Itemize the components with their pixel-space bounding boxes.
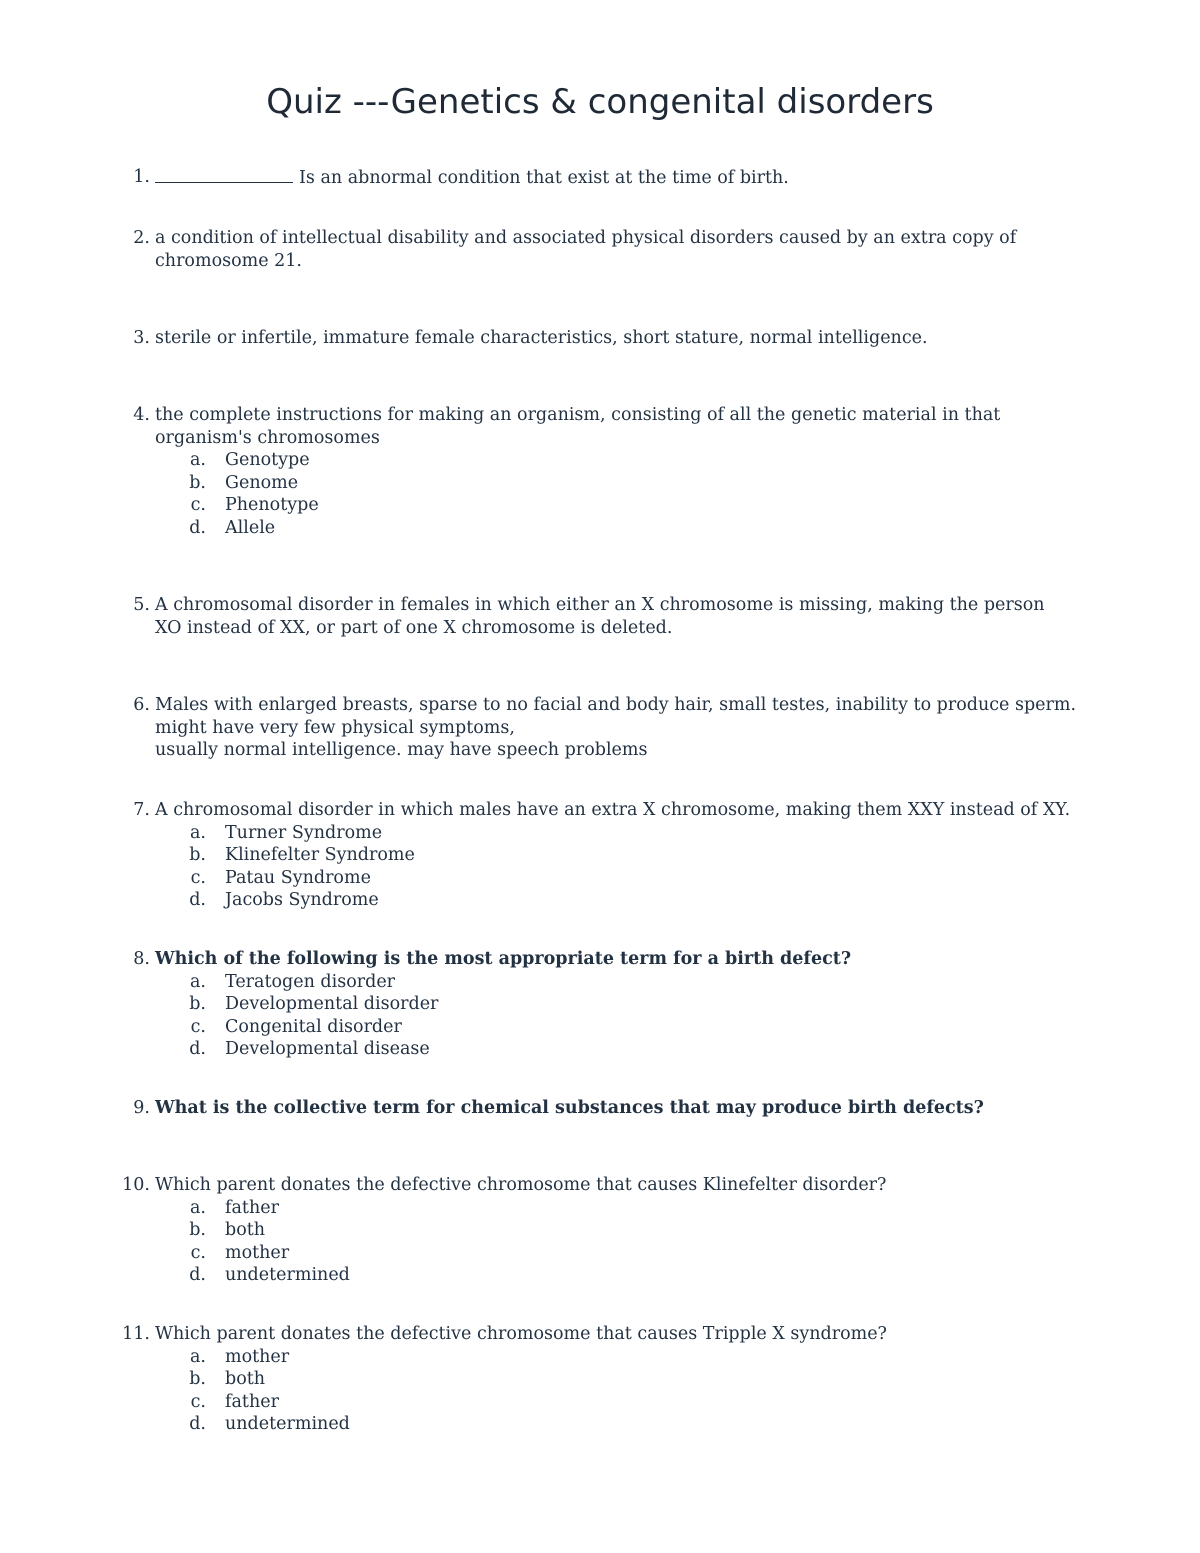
question-text: What is the collective term for chemical substances that may produce birth defects? [155, 1098, 984, 1118]
options-list [184, 449, 1118, 539]
question-1 [118, 166, 1118, 190]
question-10 [118, 1174, 1118, 1287]
question-6 [118, 694, 1118, 762]
question-9 [118, 1097, 1118, 1120]
option-b: b. Developmental disorder [189, 994, 439, 1014]
question-number: 7. [133, 800, 150, 820]
options-list [184, 822, 1118, 912]
question-text: A chromosomal disorder in which males have an extra X chromosome, making them XXY instead of XY. [155, 800, 1071, 820]
question-11 [118, 1323, 1118, 1436]
option-d: d. undetermined [189, 1414, 350, 1434]
question-text: Is an abnormal condition that exist at the time of birth. [299, 168, 789, 188]
question-number: 10. [122, 1175, 150, 1195]
option-c: c. Phenotype [190, 495, 319, 515]
question-number: 9. [133, 1098, 150, 1118]
option-d: d. Allele [189, 517, 276, 538]
option-a: a. father [190, 1197, 279, 1218]
question-3 [118, 327, 1118, 350]
option-a: a. Teratogen disorder [190, 971, 396, 992]
option-d: d. Jacobs Syndrome [189, 890, 379, 910]
option-c: c. Congenital disorder [190, 1016, 402, 1037]
question-8 [118, 948, 1118, 1061]
option-b: b. both [189, 1369, 266, 1389]
question-number: 11. [122, 1324, 150, 1344]
question-number: 5. [133, 595, 150, 615]
option-d: d. Developmental disease [189, 1039, 430, 1059]
question-number: 2. [133, 228, 150, 248]
question-7 [118, 799, 1118, 912]
question-text: A chromosomal disorder in females in which either an X chromosome is missing, making the person XO instead of XX, or part of one X chromosome is deleted. [155, 595, 1045, 638]
options-list [184, 1346, 1118, 1436]
options-list [184, 1197, 1118, 1287]
option-b: b. Genome [189, 472, 299, 493]
question-2 [118, 227, 1118, 272]
option-d: d. undetermined [189, 1265, 350, 1285]
question-text: a condition of intellectual disability and associated physical disorders caused by an extra copy of chromosome 21. [155, 228, 1017, 271]
question-text: Which parent donates the defective chromosome that causes Klinefelter disorder? [155, 1175, 887, 1195]
question-text: Which parent donates the defective chromosome that causes Tripple X syndrome? [155, 1324, 887, 1344]
option-c: c. father [190, 1391, 279, 1412]
option-a: a. Genotype [190, 450, 310, 470]
option-b: b. both [189, 1220, 266, 1240]
question-text-continued: usually normal intelligence. may have speech problems [155, 740, 648, 760]
question-text: Males with enlarged breasts, sparse to no facial and body hair, small testes, inability to produce sperm. might have very few physical symptoms, [155, 695, 1077, 738]
answer-blank [155, 166, 293, 183]
option-a: a. mother [190, 1346, 290, 1367]
question-text: Which of the following is the most appropriate term for a birth defect? [155, 949, 852, 969]
question-number: 1. [133, 167, 150, 187]
question-5 [118, 594, 1118, 639]
question-number: 3. [133, 328, 150, 348]
option-b: b. Klinefelter Syndrome [189, 845, 415, 865]
question-4 [118, 404, 1118, 539]
question-text: sterile or infertile, immature female characteristics, short stature, normal intelligence. [155, 328, 928, 348]
option-c: c. mother [190, 1242, 290, 1263]
options-list [184, 971, 1118, 1061]
option-c: c. Patau Syndrome [190, 867, 371, 888]
option-a: a. Turner Syndrome [190, 822, 383, 843]
question-number: 6. [133, 695, 150, 715]
question-number: 8. [133, 949, 150, 969]
question-text: the complete instructions for making an organism, consisting of all the genetic material in that organism's chromosomes [155, 405, 1001, 448]
question-number: 4. [133, 405, 150, 425]
page-title: Quiz ---Genetics & congenital disorders [266, 82, 934, 122]
